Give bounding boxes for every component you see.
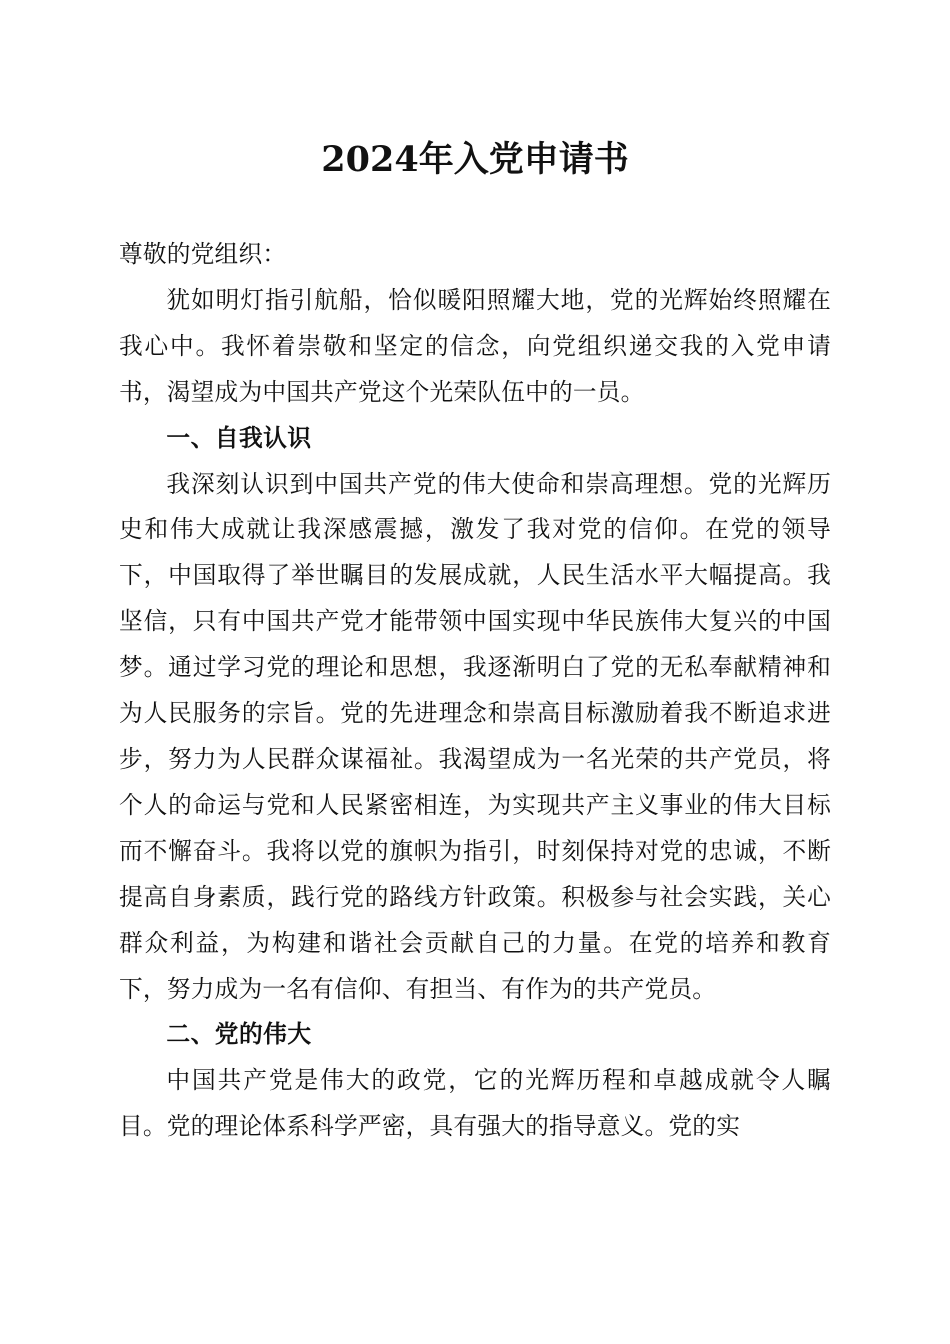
intro-paragraph: 犹如明灯指引航船，恰似暖阳照耀大地，党的光辉始终照耀在我心中。我怀着崇敬和坚定的信念，向党组织递交我的入党申请书，渴望成为中国共产党这个光荣队伍中的一员。 [119,285,831,406]
salutation: 尊敬的党组织： [119,240,287,268]
section-paragraph-party-greatness: 中国共产党是伟大的政党，它的光辉历程和卓越成就令人瞩目。党的理论体系科学严密，具有强大的指导意义。党的实 [119,1066,831,1141]
document-body [119,232,831,1150]
section-paragraph-self-understanding: 我深刻认识到中国共产党的伟大使命和崇高理想。党的光辉历史和伟大成就让我深感震撼，激发了我对党的信仰。在党的领导下，中国取得了举世瞩目的发展成就，人民生活水平大幅提高。我坚信，只有中国共产党才能带领中国实现中华民族伟大复兴的中国梦。通过学习党的理论和思想，我逐渐明白了党的无私奉献精神和为人民服务的宗旨。党的先进理念和崇高目标激励着我不断追求进步，努力为人民群众谋福祉。我渴望成为一名光荣的共产党员，将个人的命运与党和人民紧密相连，为实现共产主义事业的伟大目标而不懈奋斗。我将以党的旗帜为指引，时刻保持对党的忠诚，不断提高自身素质，践行党的路线方针政策。积极参与社会实践，关心群众利益，为构建和谐社会贡献自己的力量。在党的培养和教育下，努力成为一名有信仰、有担当、有作为的共产党员。 [119,469,831,1003]
document-title: 2024年入党申请书 [321,139,629,180]
section-heading-self-understanding: 一、自我认识 [166,423,312,452]
section-heading-party-greatness: 二、党的伟大 [166,1020,312,1049]
